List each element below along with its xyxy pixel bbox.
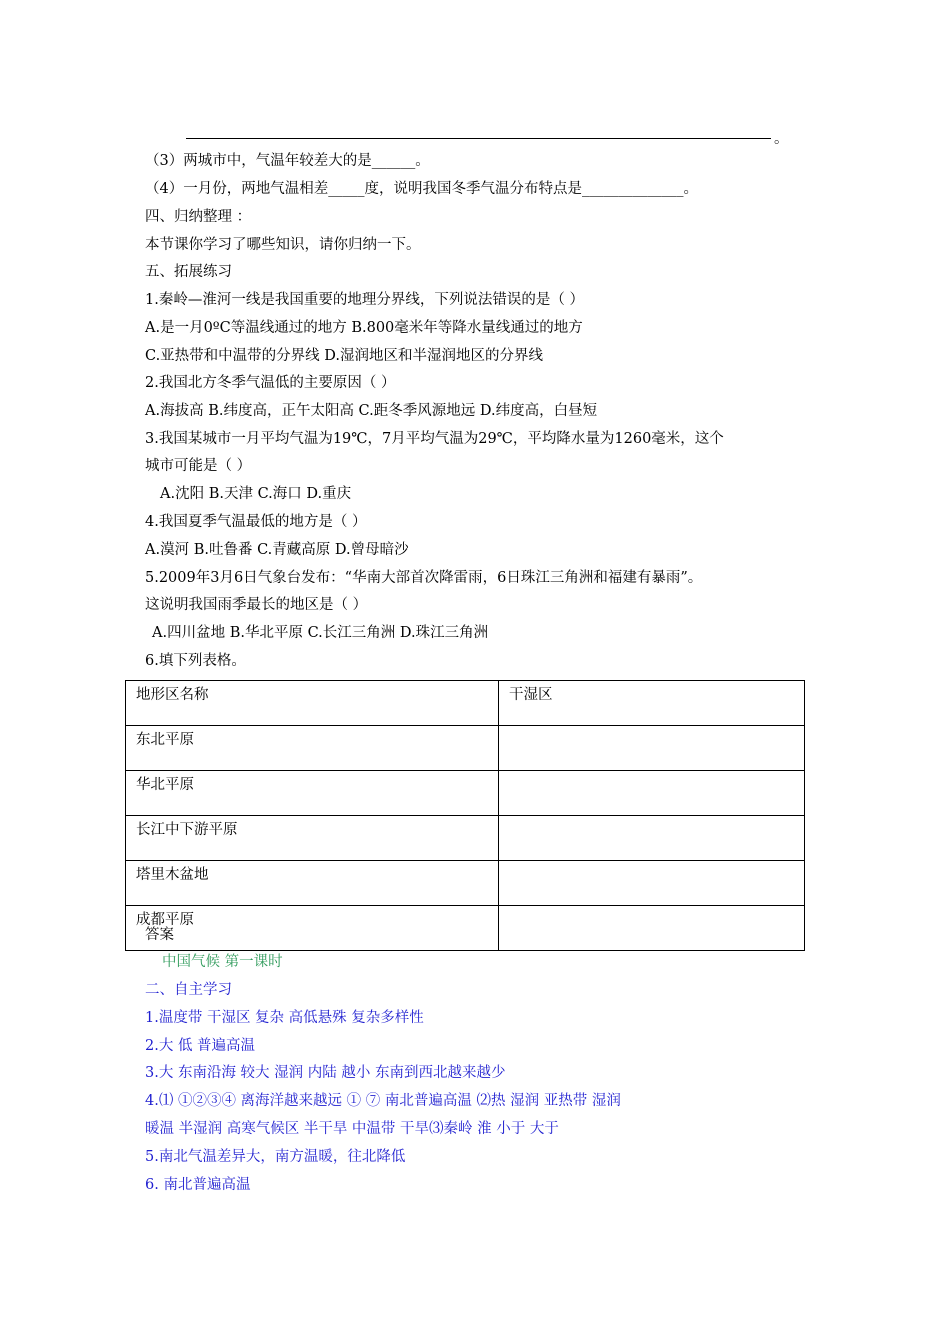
- table-cell: 塔里木盆地: [126, 861, 499, 906]
- text-line: 城市可能是（ ）: [145, 458, 252, 474]
- text-line: 五、拓展练习: [145, 264, 232, 280]
- table-cell: [499, 906, 805, 951]
- text-line: （3）两城市中，气温年较差大的是______。: [145, 153, 430, 169]
- table-row: [126, 906, 805, 951]
- text-line: A.是一月0ºC等温线通过的地方 B.800毫米年等降水量线通过的地方: [145, 320, 583, 336]
- answers-heading: 答案: [145, 927, 174, 943]
- text-line: 二、自主学习: [145, 982, 232, 998]
- table-row: [126, 771, 805, 816]
- answers-subtitle: 中国气候 第一课时: [162, 954, 283, 970]
- text-line: 本节课你学习了哪些知识，请你归纳一下。: [145, 237, 421, 253]
- text-line: 1.温度带 干湿区 复杂 高低悬殊 复杂多样性: [145, 1010, 424, 1026]
- text-line: 6. 南北普遍高温: [145, 1177, 251, 1193]
- text-line: 暖温 半湿润 高寒气候区 半干旱 中温带 干旱⑶秦岭 淮 小于 大于: [145, 1121, 559, 1137]
- text-line: A.海拔高 B.纬度高，正午太阳高 C.距冬季风源地远 D.纬度高，白昼短: [145, 403, 598, 419]
- text-line: 1.秦岭—淮河一线是我国重要的地理分界线，下列说法错误的是（ ）: [145, 292, 584, 308]
- table-cell: [499, 816, 805, 861]
- text-line: 3.大 东南沿海 较大 湿润 内陆 越小 东南到西北越来越少: [145, 1065, 506, 1081]
- text-line: C.亚热带和中温带的分界线 D.湿润地区和半湿润地区的分界线: [145, 348, 544, 364]
- table-cell: 华北平原: [126, 771, 499, 816]
- table-cell: [499, 726, 805, 771]
- table-cell: 长江中下游平原: [126, 816, 499, 861]
- answer-blank-line: [186, 138, 771, 139]
- table-row: [126, 816, 805, 861]
- text-line: 6.填下列表格。: [145, 653, 246, 669]
- text-line: A.四川盆地 B.华北平原 C.长江三角洲 D.珠江三角洲: [152, 625, 489, 641]
- terrain-table: [125, 680, 805, 951]
- text-line: 4.⑴ ①②③④ 离海洋越来越远 ① ⑦ 南北普遍高温 ⑵热 湿润 亚热带 湿润: [145, 1093, 621, 1109]
- text-line: 3.我国某城市一月平均气温为19℃，7月平均气温为29℃，平均降水量为1260毫米，这个: [145, 431, 724, 447]
- sentence-end-mark: 。: [774, 131, 789, 147]
- table-header-cell: 干湿区: [499, 681, 805, 726]
- text-line: 四、归纳整理 ：: [145, 209, 252, 225]
- table-cell: [499, 861, 805, 906]
- text-line: 2.大 低 普遍高温: [145, 1038, 256, 1054]
- table-row: [126, 861, 805, 906]
- text-line: A.漠河 B.吐鲁番 C.青藏高原 D.曾母暗沙: [145, 542, 409, 558]
- text-line: 5.2009年3月6日气象台发布：“华南大部首次降雷雨，6日珠江三角洲和福建有暴雨”。: [145, 570, 703, 586]
- text-line: 5.南北气温差异大，南方温暖，往北降低: [145, 1149, 406, 1165]
- text-line: A.沈阳 B.天津 C.海口 D.重庆: [160, 486, 352, 502]
- text-line: 2.我国北方冬季气温低的主要原因（ ）: [145, 375, 396, 391]
- table-header-cell: 地形区名称: [126, 681, 499, 726]
- table-cell: 成都平原: [126, 906, 499, 951]
- table-cell: [499, 771, 805, 816]
- table-cell: 东北平原: [126, 726, 499, 771]
- text-line: （4）一月份，两地气温相差_____度，说明我国冬季气温分布特点是______________。: [145, 181, 698, 197]
- table-row: [126, 726, 805, 771]
- text-line: 4.我国夏季气温最低的地方是（ ）: [145, 514, 367, 530]
- text-line: 这说明我国雨季最长的地区是（ ）: [145, 597, 368, 613]
- table-header-row: [126, 681, 805, 726]
